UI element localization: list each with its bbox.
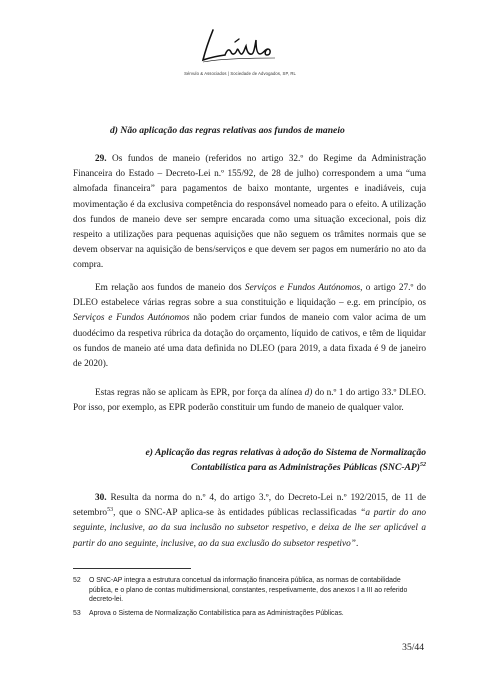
text-segment: não podem criar fundos de maneio com valor acima de um duodécimo da respetiva rúbrica da dotação do orçamento, líquido de cativos, e têm de liquidar os fundos de maneio até uma data definida no DLEO (para 2019, a data fixada é 9 de janeiro de 2020). xyxy=(73,313,426,370)
text-segment: . xyxy=(355,538,359,549)
paragraph-sfa xyxy=(73,281,426,372)
paragraph-29 xyxy=(73,152,426,274)
section-e-heading xyxy=(73,445,426,475)
text-segment: Resulta da norma do n.º 4, do artigo 3.º, do Decreto-Lei n.º 192/2015, de 11 de setembro xyxy=(73,493,426,519)
firm-logo xyxy=(0,22,480,76)
paragraph-number: 30. xyxy=(95,493,107,503)
italic-term: d) xyxy=(304,388,313,398)
paragraph-number: 29. xyxy=(95,154,107,164)
text-segment: Em relação aos fundos de maneio dos xyxy=(95,283,245,293)
logo-caption: Sérvulo & Associados | Sociedade de Advogados, SP, RL xyxy=(184,71,296,76)
footnote-text: O SNC-AP integra a estrutura concetual da informação financeira pública, as normas de contabilidade pública, e o plano de contas multidimensional, constantes, respetivamente, dos anexos I a III ao referido decreto-lei. xyxy=(89,577,408,603)
section-e-title: Contabilística para as Administrações Públicas (SNC-AP) xyxy=(190,462,420,473)
page-number: 35/44 xyxy=(402,642,424,653)
footnote-text: Aprova o Sistema de Normalização Contabilística para as Administrações Públicas. xyxy=(89,610,344,617)
text-segment: Estas regras não se aplicam às EPR, por força da alínea xyxy=(95,388,305,398)
paragraph-text: Os fundos de maneio (referidos no artigo 32.º do Regime da Administração Financeira do Estado – Decreto-Lei n.º 155/92, de 28 de julho) correspondem a uma “uma almofada financeira” para pagamentos de baixo montante, urgentes e inadiáveis, cuja movimentação é da exclusiva competência do responsável nomeado para o efeito. A utilização dos fundos de maneio deve ser sempre encarada como uma situação excecional, pois diz respeito a utilizações para pequenas aquisições que não seguem os trâmites normais que se devem observar na aquisição de bens/serviços e que devem ser pagos em numerário no ato da compra. xyxy=(73,154,426,271)
italic-term: Serviços e Fundos Autónomos xyxy=(244,283,361,293)
footnote-53 xyxy=(73,609,426,619)
signature-logo-icon xyxy=(195,22,285,70)
section-e-line1: e) Aplicação das regras relativas à adoção do Sistema de Normalização xyxy=(145,447,426,458)
quoted-text: “a partir do ano seguinte, inclusive, ao da sua inclusão no subsetor respetivo, e deixa de lhe ser aplicável a partir do ano seguinte, inclusive, ao da sua exclusão do subsetor respetivo” xyxy=(73,508,427,549)
italic-term: Serviços e Fundos Autónomos xyxy=(73,313,190,324)
text-segment: , o artigo 27.º do DLEO estabelece várias regras sobre a sua constituição e liquidação – e.g. em princípio, os xyxy=(73,283,426,309)
paragraph-30 xyxy=(73,491,426,552)
section-e-line2 xyxy=(73,460,426,475)
paragraph-epr xyxy=(73,386,426,416)
footnote-ref-52[interactable]: 52 xyxy=(420,461,426,468)
footnote-divider xyxy=(73,568,191,569)
footnote-number: 52 xyxy=(73,577,81,584)
section-d-heading: d) Não aplicação das regras relativas aos fundos de maneio xyxy=(110,125,345,136)
text-segment: , que o SNC-AP aplica-se às entidades públicas reclassificadas xyxy=(113,508,361,519)
footnote-52 xyxy=(73,576,426,605)
footnote-ref-53[interactable]: 53 xyxy=(107,507,114,514)
footnote-number: 53 xyxy=(73,610,81,617)
text-segment: do n.º 1 do artigo 33.º DLEO. Por isso, por exemplo, as EPR poderão constituir um fundo de maneio de qualquer valor. xyxy=(73,388,426,414)
